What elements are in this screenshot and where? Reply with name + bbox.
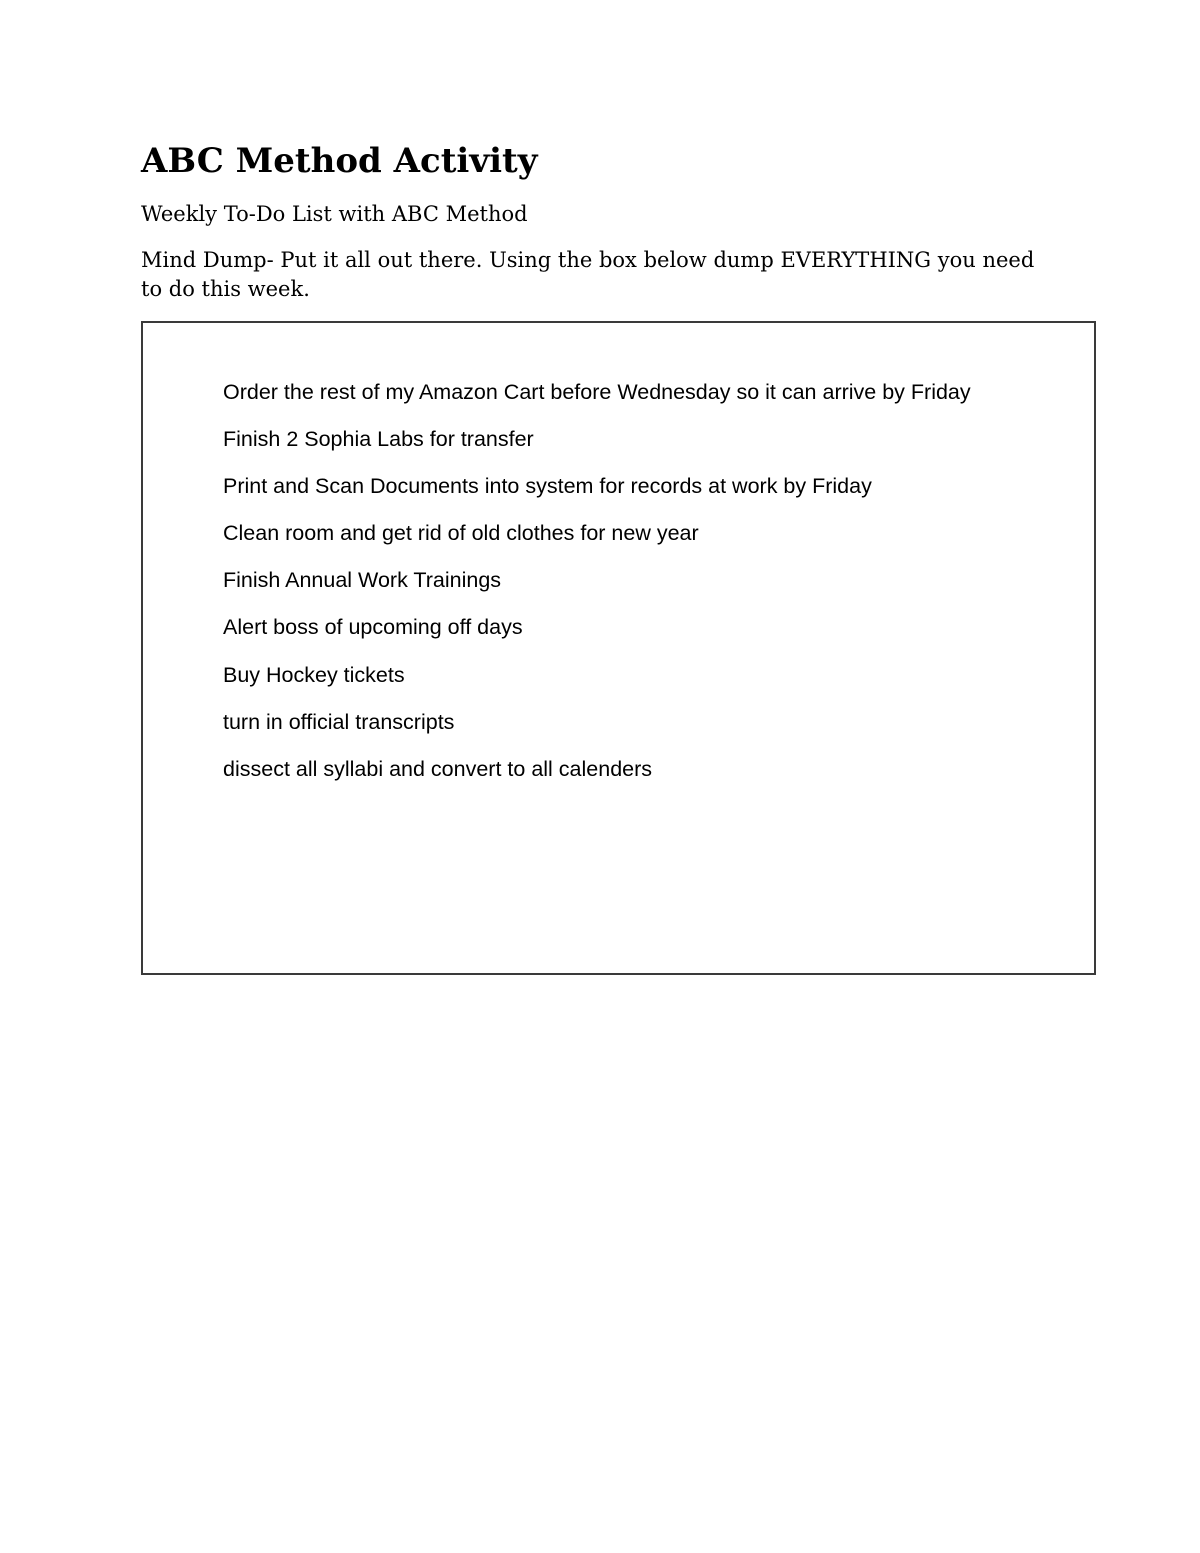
task-item: Order the rest of my Amazon Cart before Wednesday so it can arrive by Friday [223, 380, 971, 404]
task-item: turn in official transcripts [223, 709, 455, 734]
task-list [223, 369, 971, 793]
task-item: Clean room and get rid of old clothes for new year [223, 521, 699, 546]
instructions: Mind Dump- Put it all out there. Using the box below dump EVERYTHING you need to do this week. [141, 248, 1035, 301]
page-title: ABC Method Activity [141, 141, 538, 181]
task-item: Finish Annual Work Trainings [223, 568, 502, 593]
task-item: Finish 2 Sophia Labs for transfer [223, 427, 534, 452]
mind-dump-box [141, 321, 1096, 975]
task-item: Buy Hockey tickets [223, 662, 405, 687]
task-item: Print and Scan Documents into system for records at work by Friday [223, 474, 872, 499]
task-item: dissect all syllabi and convert to all calenders [223, 756, 653, 781]
subtitle: Weekly To-Do List with ABC Method [141, 202, 528, 226]
task-item: Alert boss of upcoming off days [223, 615, 523, 640]
